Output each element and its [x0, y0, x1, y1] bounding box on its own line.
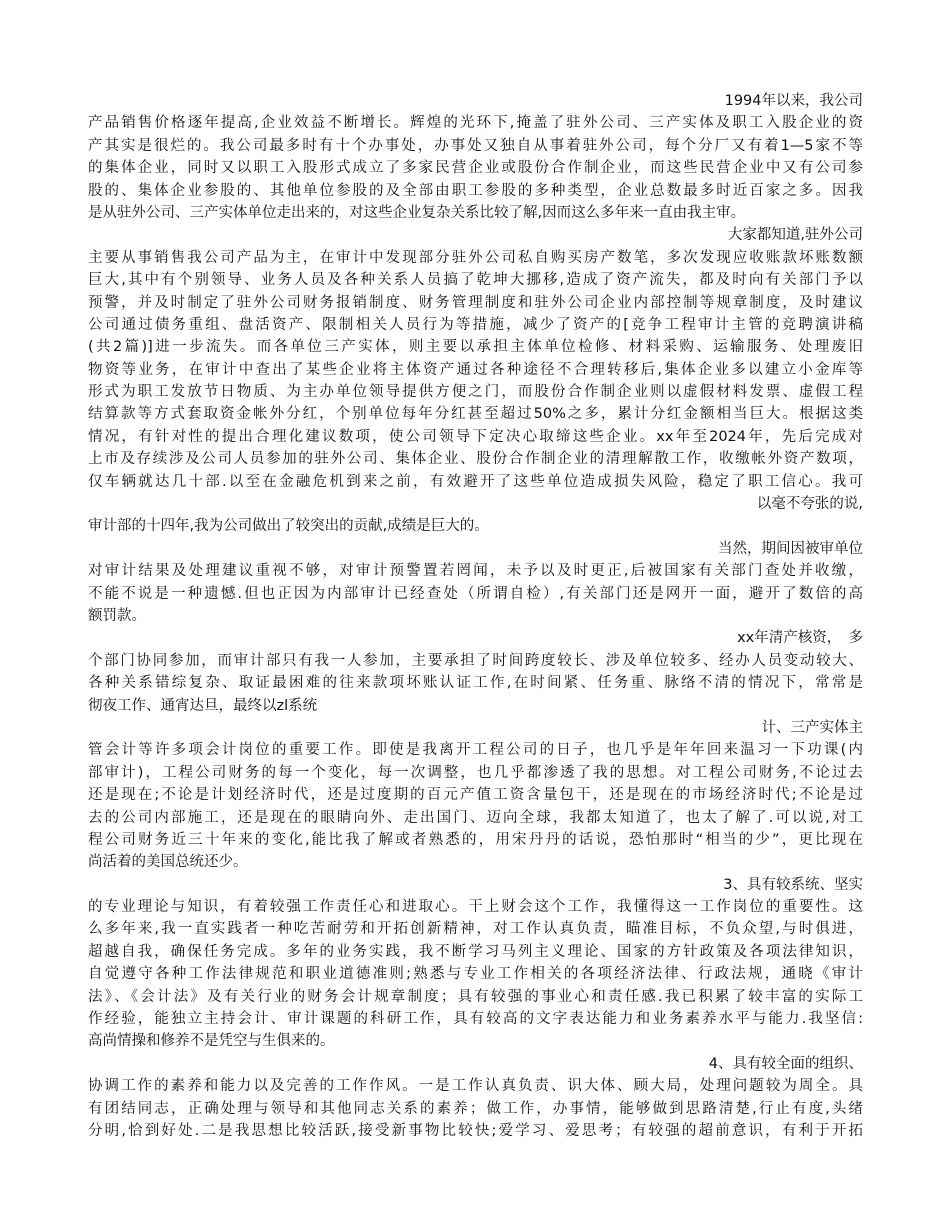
text-line: 1994年以来，我公司: [724, 93, 863, 109]
text-line: 预警，并及时制定了驻外公司财务报销制度、财务管理制度和驻外公司企业内部控制等规章制度，及时建议: [88, 294, 863, 311]
text-line: 超越自我，确保任务完成。多年的业务实践，我不断学习马列主义理论、国家的方针政策及各项法律知识，: [88, 943, 863, 960]
text-line: 个部门协同参加，而审计部只有我一人参加，主要承担了时间跨度较长、涉及单位较多、经办人员变动较大、: [88, 652, 863, 669]
text-line: 巨大,其中有个别领导、业务人员及各种关系人员搞了乾坤大挪移,造成了资产流失，都及时向有关部门予以: [88, 272, 863, 289]
text-line: 以毫不夸张的说,: [756, 496, 863, 513]
text-line: 情况，有针对性的提出合理化建议数项，使公司领导下定决心取缔这些企业。xx年至2024年，先后完成对: [88, 428, 863, 445]
text-line: 公司通过债务重组、盘活资产、限制相关人员行为等措施，减少了资产的[竞争工程审计主管的竞聘演讲稿: [88, 316, 863, 333]
text-line: 上市及存续涉及公司人员参加的驻外公司、集体企业、股份合作制企业的清理解散工作，收缴帐外资产数项，: [88, 451, 863, 468]
text-line: (共2篇)]进一步流失。而各单位三产实体，则主要以承担主体单位检修、材料采购、运输服务、处理废旧: [88, 339, 863, 356]
text-line: 程公司财务近三十年来的变化,能比我了解或者熟悉的，用宋丹丹的话说，恐怕那时“相当的少”，更比现在: [88, 831, 863, 848]
text-line: 4、具有较全面的组织、: [708, 1055, 863, 1072]
text-line: 形式为职工发放节日物质、为主办单位领导提供方便之门，而股份合作制企业则以虚假材料发票、虚假工程: [88, 384, 863, 401]
text-line: 法》、《会计法》及有关行业的财务会计规章制度；具有较强的事业心和责任感.我已积累了较丰富的实际工: [88, 988, 863, 1005]
document-page: [88, 90, 863, 1142]
text-line: 计、三产实体主: [761, 719, 863, 736]
text-line: 协调工作的素养和能力以及完善的工作作风。一是工作认真负责、识大体、顾大局，处理问题较为周全。具: [88, 1078, 863, 1095]
text-line: 各种关系错综复杂、取证最困难的往来款项坏账认证工作,在时间紧、任务重、脉络不清的情况下，常常是: [88, 675, 863, 692]
text-line: 管会计等许多项会计岗位的重要工作。即使是我离开工程公司的日子，也几乎是年年回来温习一下功课(内: [88, 742, 863, 759]
text-line: 作经验，能独立主持会计、审计课题的科研工作，具有较高的文字表达能力和业务素养水平与能力.我坚信:: [88, 1011, 863, 1028]
text-line: 彻夜工作、通宵达旦，最终以zl系统: [88, 697, 318, 714]
text-line: 3、具有较系统、坚实: [723, 876, 863, 893]
text-line: 当然，期间因被审单位: [718, 540, 863, 557]
text-line: xx年清产核资， 多: [737, 630, 863, 647]
text-line: 有团结同志，正确处理与领导和其他同志关系的素养；做工作，办事情，能够做到思路清楚,行止有度,头绪: [88, 1100, 863, 1117]
text-line: 自觉遵守各种工作法律规范和职业道德准则;熟悉与专业工作相关的各项经济法律、行政法规，通晓《审计: [88, 966, 863, 983]
text-line: 去的公司内部施工，还是现在的眼睛向外、走出国门、迈向全球，我都太知道了，也太了解了.可以说,对工: [88, 809, 863, 826]
text-line: 么多年来,我一直实践者一种吃苦耐劳和开拓创新精神，对工作认真负责，瞄准目标，不负众望,与时俱进，: [88, 921, 863, 938]
text-line: 物资等业务，在审计中查出了某些企业将主体资产通过各种途径不合理转移后,集体企业多以建立小金库等: [88, 361, 863, 378]
text-line: 产品销售价格逐年提高,企业效益不断增长。辉煌的光环下,掩盖了驻外公司、三产实体及职工入股企业的资: [88, 115, 863, 132]
text-line: 结算款等方式套取资金帐外分红，个别单位每年分红甚至超过50%之多，累计分红金额相当巨大。根据这类: [88, 406, 863, 423]
text-line: 产其实是很烂的。我公司最多时有十个办事处，办事处又独自从事着驻外公司，每个分厂又有着1—5家不等: [88, 137, 863, 154]
text-line: 对审计结果及处理建议重视不够，对审计预警置若罔闻，未予以及时更正,后被国家有关部门查处并收缴，: [88, 563, 863, 580]
text-line: 大家都知道,驻外公司: [727, 227, 863, 244]
text-line: 高尚情操和修养不是凭空与生俱来的。: [88, 1033, 335, 1050]
text-line: 审计部的十四年,我为公司做出了较突出的贡献,成绩是巨大的。: [88, 518, 489, 535]
text-line: 股的、集体企业参股的、其他单位参股的及全部由职工参股的多种类型，企业总数最多时近百家之多。因我: [88, 182, 863, 199]
text-line: 是从驻外公司、三产实体单位走出来的，对这些企业复杂关系比较了解,因而这么多年来一直由我主审。: [88, 204, 746, 221]
text-line: 仅车辆就达几十部.以至在金融危机到来之前，有效避开了这些单位造成损失风险，稳定了职工信心。我可: [88, 473, 863, 490]
text-line: 部审计)，工程公司财务的每一个变化，每一次调整，也几乎都渗透了我的思想。对工程公司财务,不论过去: [88, 764, 863, 781]
text-line: 额罚款。: [88, 607, 146, 624]
text-line: 尚活着的美国总统还少。: [88, 854, 248, 871]
text-line: 不能不说是一种遗憾.但也正因为内部审计已经查处（所谓自检）,有关部门还是网开一面，避开了数倍的高: [88, 585, 863, 602]
text-line: 分明,恰到好处.二是我思想比较活跃,接受新事物比较快;爱学习、爱思考；有较强的超前意识，有利于开拓: [88, 1122, 863, 1139]
text-line: 的集体企业，同时又以职工入股形式成立了多家民营企业或股份合作制企业，而这些民营企业中又有公司参: [88, 160, 863, 177]
text-line: 的专业理论与知识，有着较强工作责任心和进取心。干上财会这个工作，我懂得这一工作岗位的重要性。这: [88, 899, 863, 916]
text-line: 还是现在;不论是计划经济时代，还是过度期的百元产值工资含量包干，还是现在的市场经济时代;不论是过: [88, 787, 863, 804]
text-line: 主要从事销售我公司产品为主，在审计中发现部分驻外公司私自购买房产数笔，多次发现应收账款坏账数额: [88, 249, 863, 266]
